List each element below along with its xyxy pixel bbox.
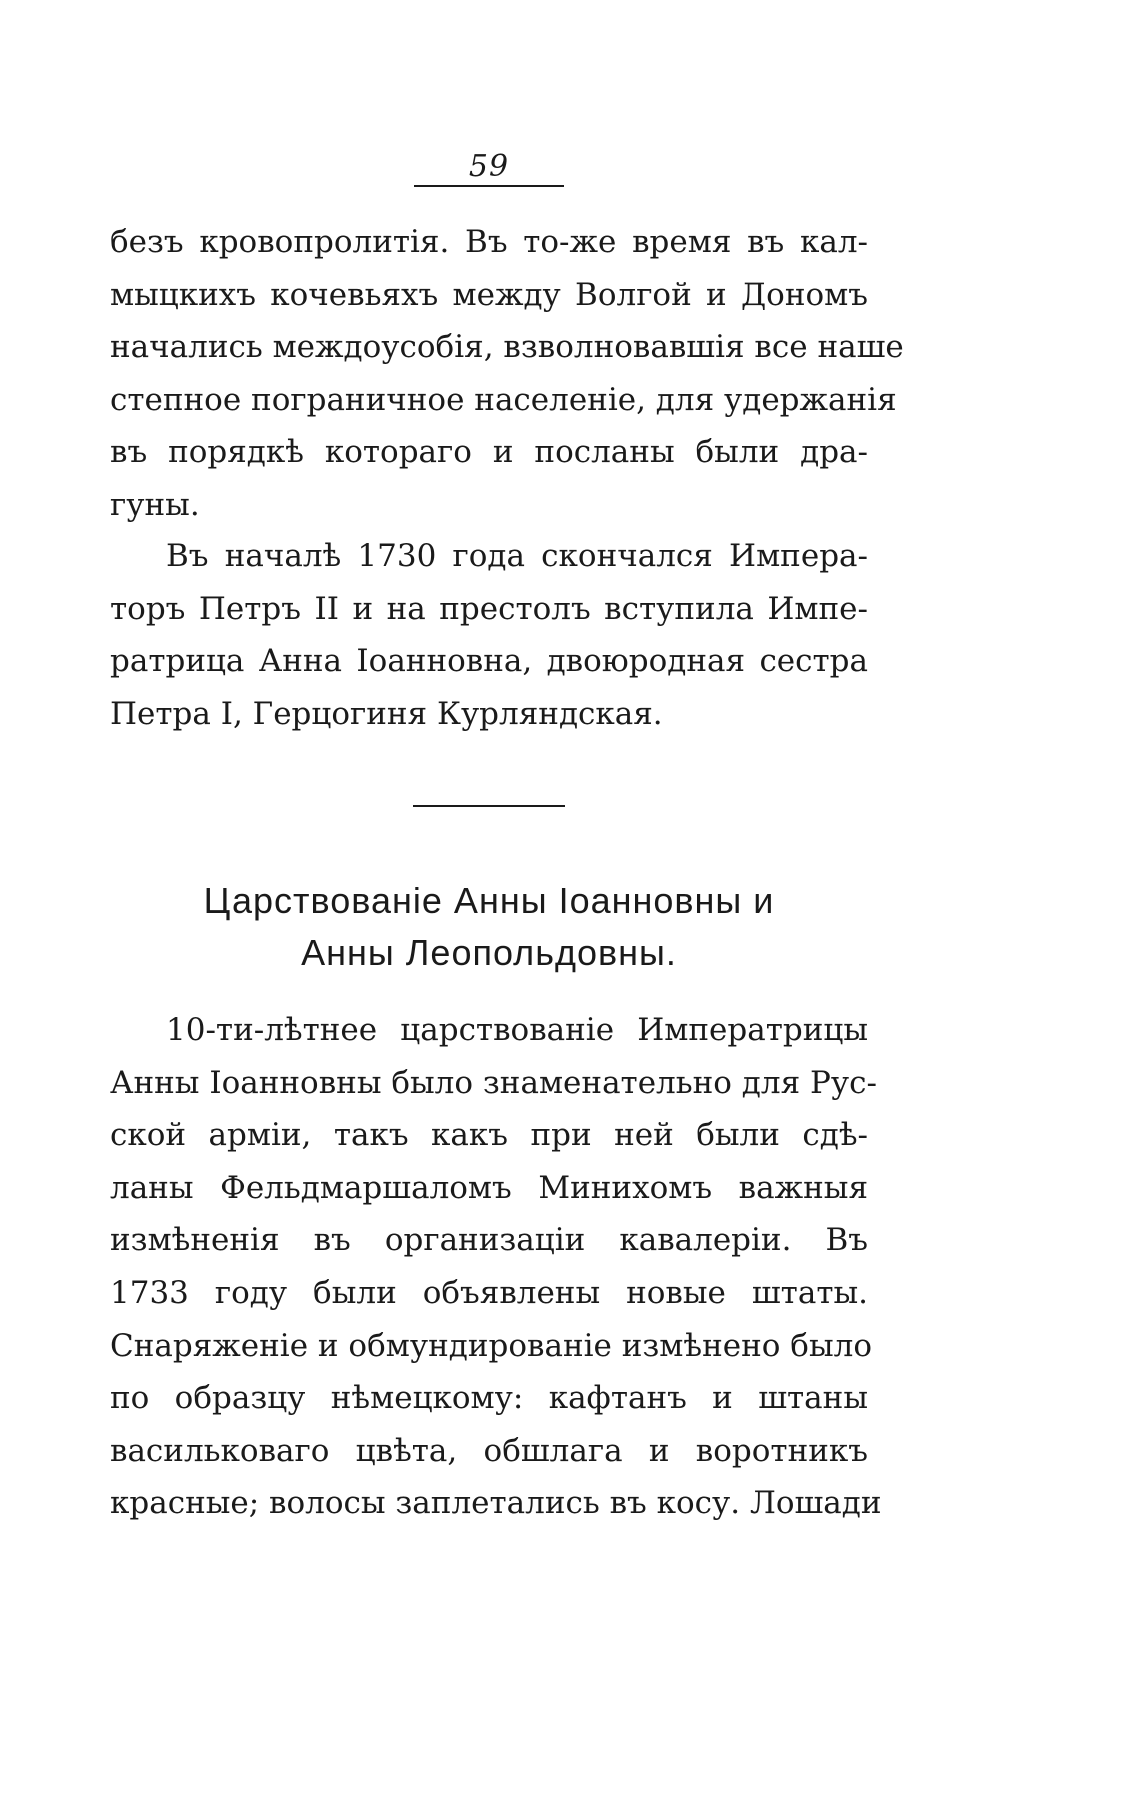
text-line: ратрица Анна Іоанновна, двоюродная сестра — [110, 643, 868, 680]
paragraph-3 — [110, 1004, 882, 1530]
text-line: ской арміи, такъ какъ при ней были сдѣ- — [110, 1117, 868, 1154]
paragraph-1 — [110, 216, 904, 532]
text-line: ланы Фельдмаршаломъ Минихомъ важныя — [110, 1169, 868, 1206]
text-line: начались междоусобія, взволновавшія все наше — [110, 329, 904, 366]
text-line: безъ кровопролитія. Въ то-же время въ кал- — [110, 224, 868, 260]
text-line: василькoваго цвѣта, обшлага и воротникъ — [110, 1432, 868, 1469]
page-number: 59 — [468, 149, 510, 184]
text-line: красные; волосы заплетались въ косу. Лошади — [110, 1485, 882, 1522]
section-divider — [413, 805, 565, 807]
text-line: мыцкихъ кочевьяхъ между Волгой и Дономъ — [110, 276, 868, 313]
paragraph-2 — [110, 530, 868, 740]
text-line: 10-ти-лѣтнее царствованіе Императрицы — [166, 1012, 868, 1048]
text-line: Снаряженіе и обмундированіе измѣнено было — [110, 1327, 872, 1364]
text-line: Петра I, Герцогиня Курляндская. — [110, 695, 663, 732]
text-line: въ порядкѣ котораго и посланы были дра- — [110, 434, 868, 471]
text-line: Анны Іоанновны было знаменательно для Рус- — [110, 1064, 877, 1101]
text-line: степное пограничное населеніе, для удержанія — [110, 381, 897, 418]
section-title-line-1: Царствованіе Анны Іоанновны и — [203, 880, 775, 921]
section-title-line-2: Анны Леопольдовны. — [301, 932, 677, 973]
section-title — [110, 875, 868, 979]
text-line: 1733 году были объявлены новые штаты. — [110, 1274, 868, 1311]
text-line: гуны. — [110, 486, 200, 523]
text-line: по образцу нѣмецкому: кафтанъ и штаны — [110, 1380, 868, 1417]
text-line: Въ началѣ 1730 года скончался Импера- — [166, 538, 868, 574]
text-line: измѣненія въ организаціи кавалеріи. Въ — [110, 1222, 868, 1259]
page-number-rule — [414, 185, 564, 187]
text-line: торъ Петръ II и на престолъ вступила Импе- — [110, 590, 868, 627]
